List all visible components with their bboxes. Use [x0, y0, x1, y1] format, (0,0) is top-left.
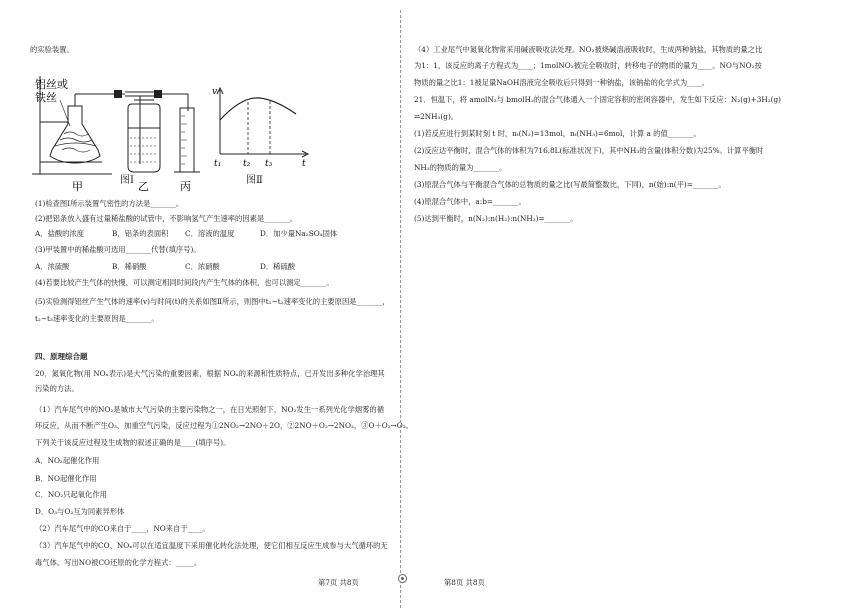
option-d: D．加少量Na₂SO₄固体: [260, 229, 338, 238]
option-a: A．NO₂起催化作用: [35, 456, 100, 465]
x-axis-label: t: [302, 159, 306, 169]
question-20-3-line2: 毒气体。写出NO被CO还原的化学方程式：_____。: [35, 558, 202, 567]
callout-text-1: 铝丝或: [35, 78, 68, 91]
question-19-3: (3)甲装置中的稀盐酸可选用_______代替(填序号)。: [35, 245, 201, 254]
clamp-2: [154, 90, 162, 98]
option-c: C．浓硝酸: [185, 262, 220, 271]
option-c: C．NO₂只起氧化作用: [35, 490, 107, 499]
question-20-4-line1: （4）工业尾气中氮氧化物常采用碱液吸收法处理。NO₂被烧碱溶液吸收时，生成两种钠盐，其物质的量之比: [414, 45, 763, 54]
question-20-4-line2: 为1：1，该反应的离子方程式为____；1molNO₂被完全吸收时，转移电子的物质的量为____。NO与NO₂按: [414, 61, 762, 70]
question-20-4-line3: 物质的量之比1：1被足量NaOH溶液完全吸收后只得到一种钠盐，该钠盐的化学式为____。: [414, 78, 710, 87]
cylinder-bing: [174, 108, 200, 172]
question-21-2-line1: (2)反应达平衡时，混合气体的体积为716.8L(标准状况下)，其中NH₃的含量(体积分数)为25%。计算平衡时: [414, 146, 764, 155]
question-21-line2: ⇌2NH₃(g)。: [414, 112, 459, 121]
question-19-2: (2)把铝条放入盛有过量稀盐酸的试管中，不影响氢气产生速率的因素是_______。: [35, 214, 298, 223]
binding-hole: [398, 574, 407, 583]
intro-text: 的实验装置。: [30, 45, 74, 54]
label-yi: 乙: [138, 180, 149, 193]
question-21-4: (4)原混合气体中，a:b=_______。: [414, 197, 526, 206]
question-20-1-line3: 下列关于该反应过程及生成物的叙述正确的是____(填序号)。: [35, 438, 231, 447]
page-footer: 第7页 共8页: [318, 578, 359, 587]
question-20-1-line1: （1）汽车尾气中的NO₂是城市大气污染的主要污染物之一，在日光照射下，NO₂发生一系列光化学烟雾的循: [35, 405, 384, 414]
question-21-3: (3)原混合气体与平衡混合气体的总物质的量之比(写最简整数比，下同)，n(始):n(平)=_______。: [414, 180, 726, 189]
question-20-3-line1: （3）汽车尾气中的CO、NOₓ可以在适宜温度下采用催化转化法处理，使它们相互反应生成参与大气循环的无: [35, 541, 388, 550]
option-d: D．O₃与O₂互为同素异形体: [35, 507, 125, 516]
figure-2-rate-graph: [212, 84, 312, 184]
question-20-line1: 20．氮氧化物(用 NOₓ表示)是大气污染的重要因素，根据 NOₓ的来源和性质特点，已开发出多种化学治理其: [35, 369, 385, 378]
callout-text-2: 铁丝: [35, 91, 57, 104]
figure-1-caption: 图Ⅰ: [120, 175, 134, 186]
flask-jia: [50, 94, 110, 163]
section-heading: 四、原理综合题: [35, 352, 88, 361]
question-19-4: (4)若要比较产生气体的快慢，可以测定相同时间段内产生气体的体积，也可以测定_______。: [35, 278, 334, 287]
option-a: A．浓硫酸: [35, 262, 70, 271]
rate-curve: [220, 98, 296, 120]
label-bing: 丙: [180, 180, 191, 193]
page-footer: 第8页 共8页: [444, 578, 485, 587]
tick-t1: t₁: [214, 159, 222, 169]
question-20-line2: 污染的方法。: [35, 384, 79, 393]
question-21-5: (5)达到平衡时，n(N₂):n(H₂):n(NH₃)=_______。: [414, 214, 578, 223]
y-axis-label: v: [212, 87, 218, 97]
tick-t3: t₃: [265, 159, 273, 169]
tick-t2: t₂: [243, 159, 251, 169]
option-b: B．铝条的表面积: [112, 229, 169, 238]
page-fold-line: [400, 10, 401, 608]
option-b: B．NO起催化作用: [35, 474, 97, 483]
label-jia: 甲: [72, 180, 83, 193]
clamp-1: [114, 90, 122, 98]
right-page: [414, 0, 860, 608]
figure-2-caption: 图Ⅱ: [246, 175, 263, 186]
bottle-yi: [128, 100, 160, 172]
option-c: C．溶液的温度: [185, 229, 235, 238]
option-a: A．盐酸的浓度: [35, 229, 85, 238]
option-d: D．稀硫酸: [260, 262, 296, 271]
question-19-5-line1: (5)实验测得铝丝产生气体的速率(v)与时间(t)的关系如图Ⅱ所示，则图中t₁~t₂速率变化的主要原因是_______，: [35, 297, 390, 306]
question-21-1: (1)若反应进行到某时刻 t 时，nₜ(N₂)=13mol，nₜ(NH₃)=6mol，计算 a 的值_______。: [414, 129, 701, 138]
question-21-line1: 21．恒温下，将 amolN₂与 bmolH₂的混合气体通入一个固定容积的密闭容器中，发生如下反应：N₂(g)+3H₂(g): [414, 95, 782, 104]
question-20-2: （2）汽车尾气中的CO来自于____，NO来自于____。: [35, 524, 210, 533]
question-19-1: (1)检查图Ⅰ所示装置气密性的方法是_______。: [35, 199, 184, 208]
question-19-5-line2: t₂~t₃速率变化的主要原因是_______。: [35, 314, 159, 323]
option-b: B．稀硝酸: [112, 262, 147, 271]
question-21-2-line2: NH₃的物质的量为_______。: [414, 163, 507, 172]
question-20-1-line2: 环反应，从而不断产生O₃，加重空气污染，反应过程为①2NO₂→2NO＋2O，②2NO＋O₂→2NO₂，③O＋O₂→O₃。: [35, 421, 413, 430]
